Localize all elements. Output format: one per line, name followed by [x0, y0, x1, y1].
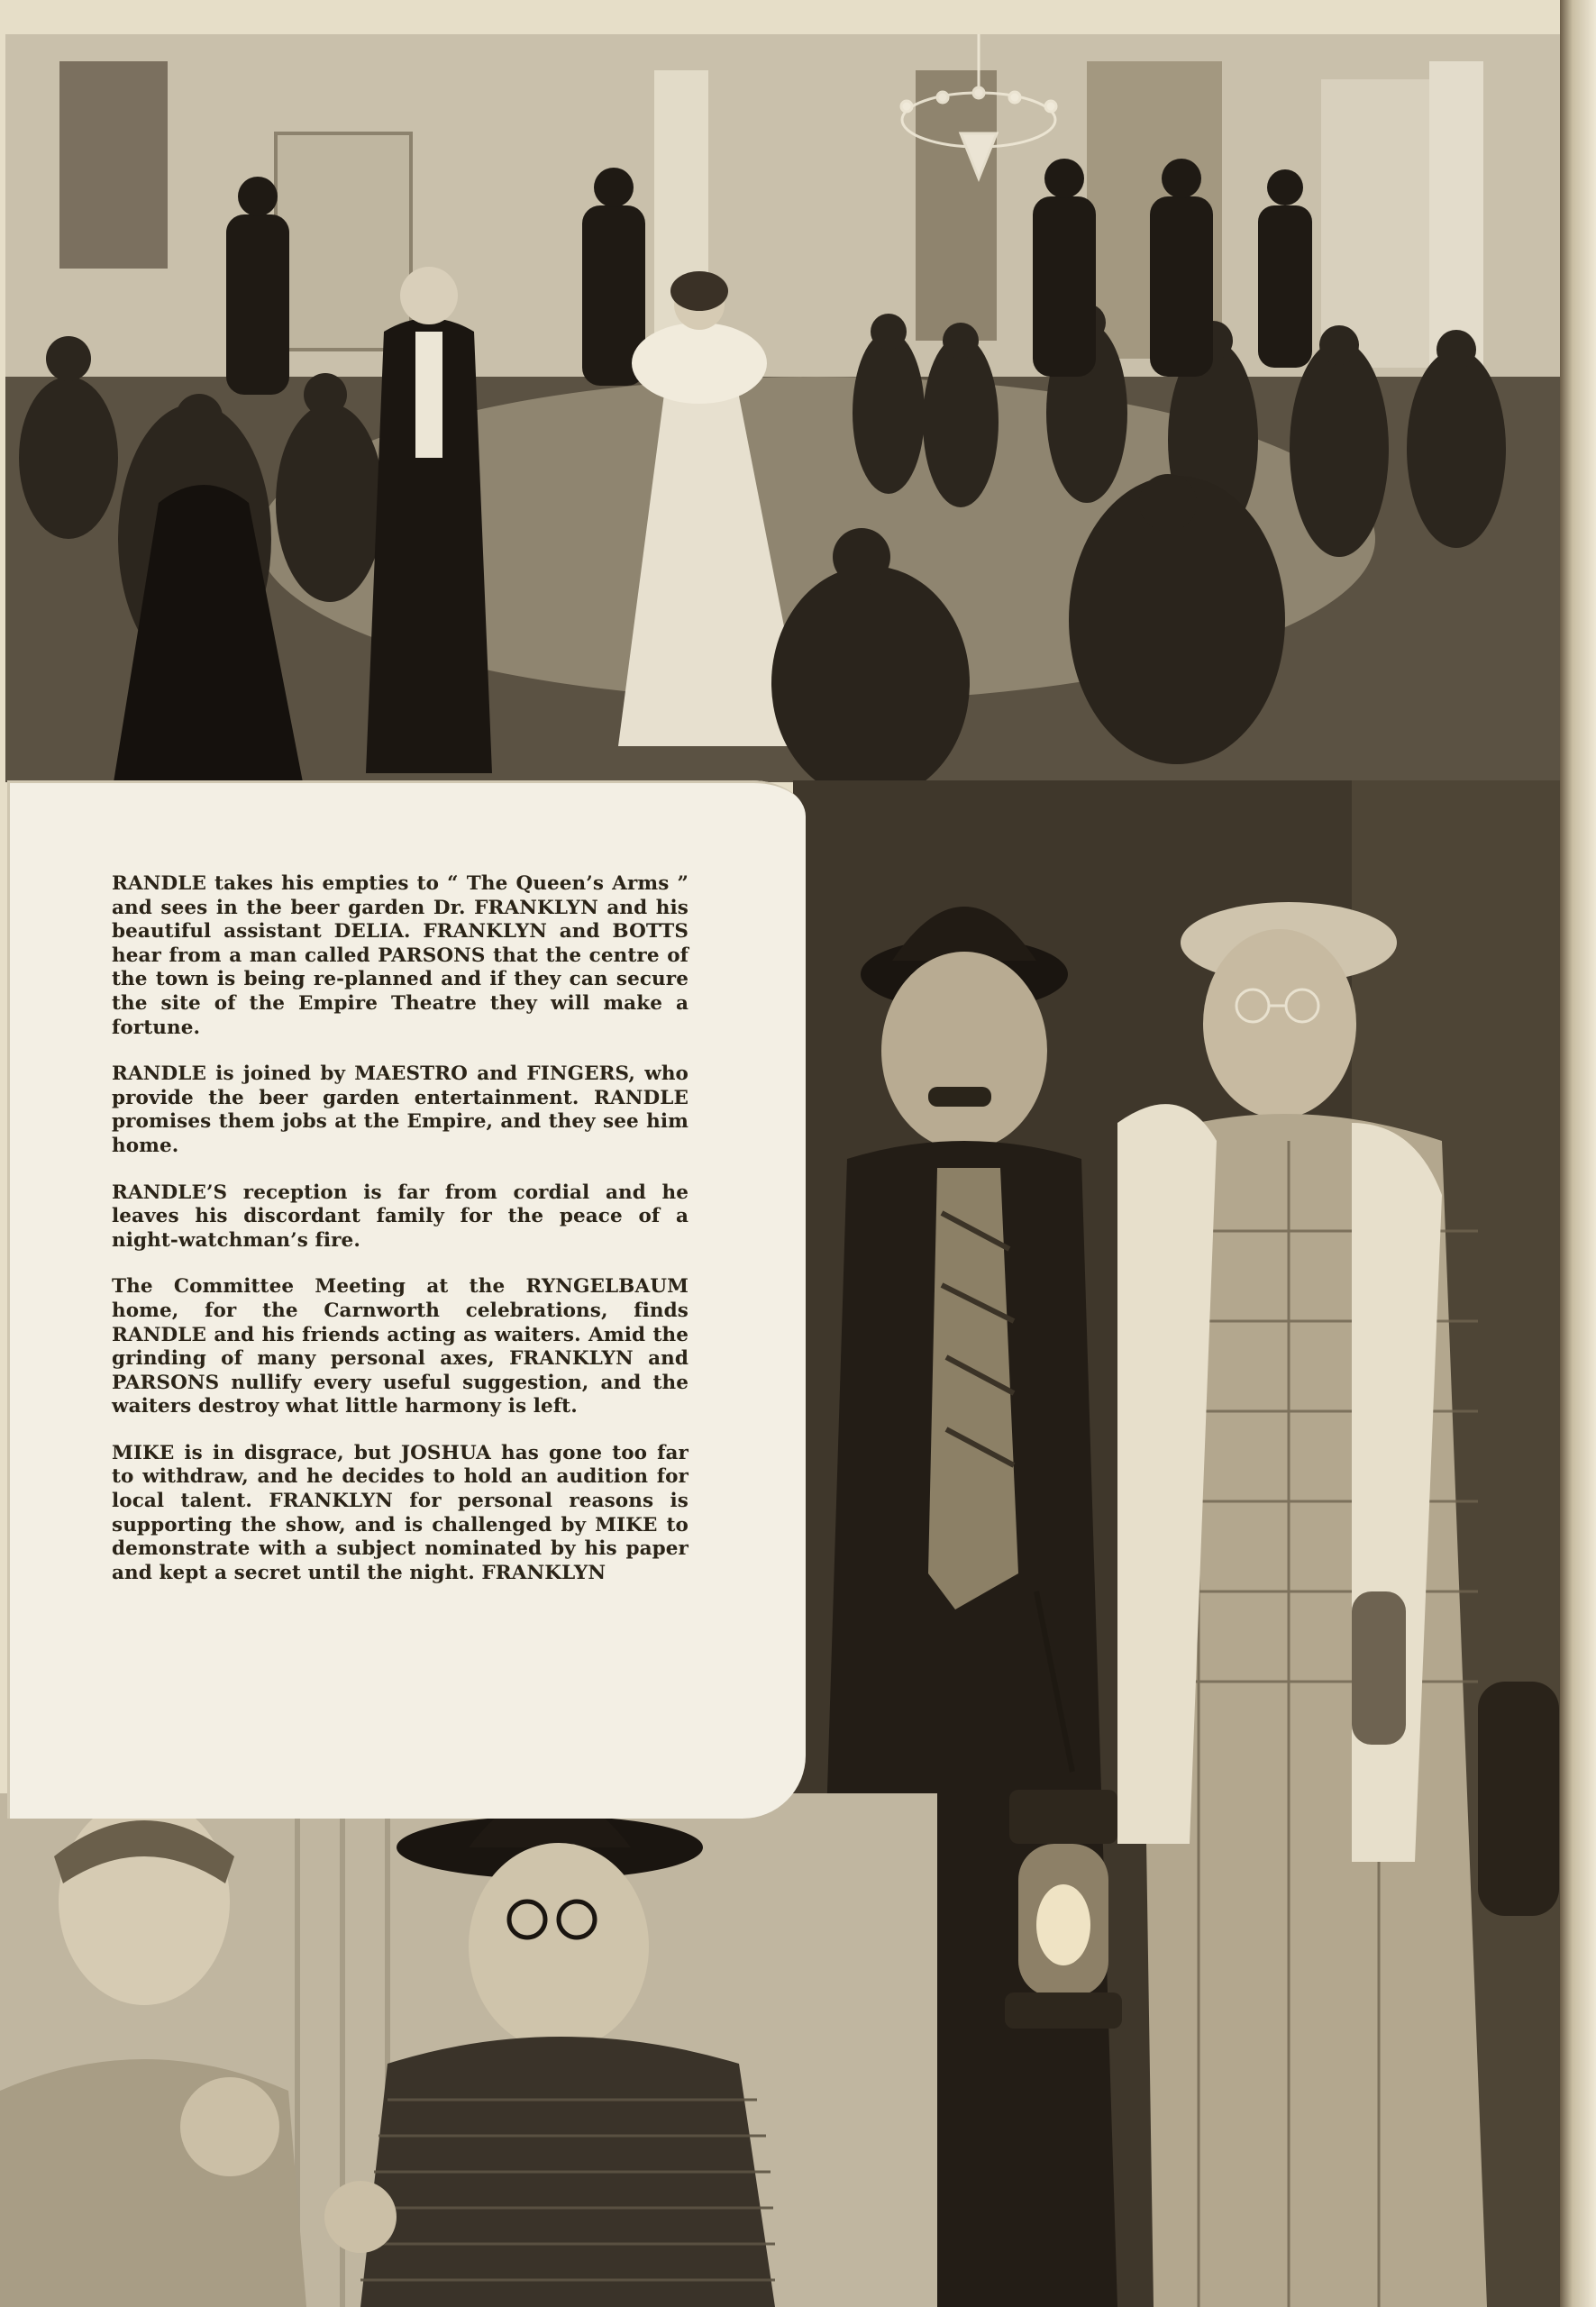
page-binding-edge	[1560, 0, 1596, 2307]
synopsis-paragraph-5: MIKE is in disgrace, but JOSHUA has gone too far to withdraw, and he decides to hold an audition for local talent. FRANKLYN for personal reasons is supporting the show, and is challenged by MIKE to demonstrate with a subject nominated by his paper and kept a secret until the night. FRANKLYN	[112, 1441, 689, 1584]
synopsis-paragraph-4: The Committee Meeting at the RYNGELBAUM home, for the Carnworth celebrations, finds RANDLE and his friends acting as waiters. Amid the grinding of many personal axes, FRANKLYN and PARSONS nullify every useful suggestion, and the waiters destroy what little harmony is left.	[112, 1275, 689, 1418]
ballroom-scene-illustration	[5, 34, 1560, 782]
two-men-bowler-illustration	[0, 1793, 937, 2307]
synopsis-paragraph-1: RANDLE takes his empties to “ The Queen’s Arms ” and sees in the beer garden Dr. FRANKLYN and his beautiful assistant DELIA. FRANKLYN and BOTTS hear from a man called PARSONS that the centre of the town is being re-planned and if they can secure the site of the Empire Theatre they will make a fortune.	[112, 872, 689, 1039]
synopsis-paragraph-2: RANDLE is joined by MAESTRO and FINGERS, who provide the beer garden entertainment. RANDLE promises them jobs at the Empire, and they see him home.	[112, 1062, 689, 1157]
synopsis-paragraph-3: RANDLE’S reception is far from cordial and he leaves his discordant family for the peace of a night-watchman’s fire.	[112, 1181, 689, 1252]
ballroom-photo	[5, 34, 1560, 782]
bottom-photo	[0, 1793, 937, 2307]
synopsis-text	[112, 872, 689, 1608]
